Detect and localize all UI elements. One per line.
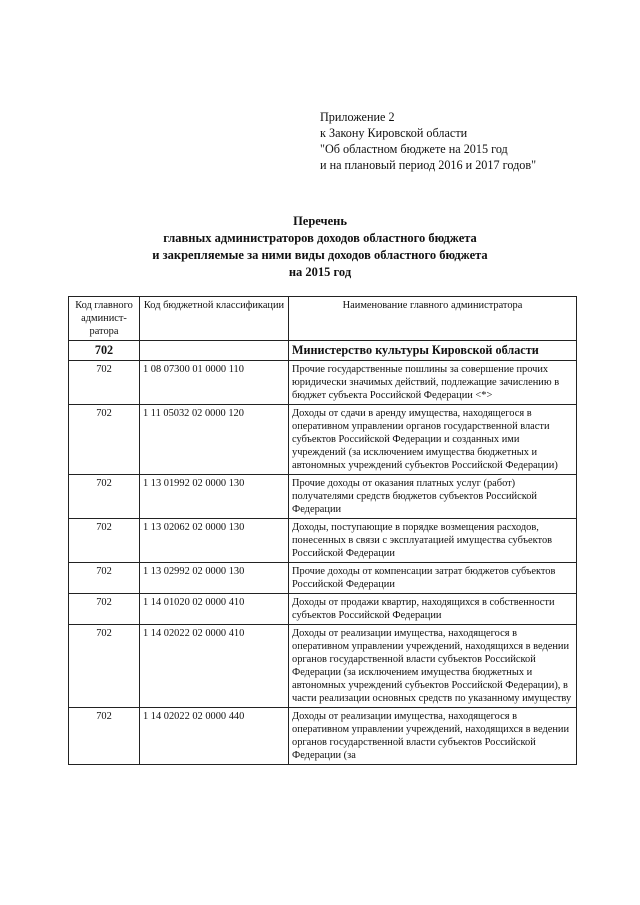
header-name: Наименование главного администратора: [289, 297, 577, 341]
table-row: [69, 563, 577, 594]
table-header-row: [69, 297, 577, 341]
appendix-line: Приложение 2: [320, 110, 395, 124]
ministry-row: [69, 341, 577, 361]
budget-code-cell: 1 14 02022 02 0000 410: [140, 625, 289, 708]
table-row: [69, 405, 577, 475]
title-line: и закрепляемые за ними виды доходов областного бюджета: [152, 248, 488, 262]
table-row: [69, 519, 577, 563]
header-budget-code: Код бюджетной классификации: [140, 297, 289, 341]
table-row: [69, 475, 577, 519]
appendix-line: к Закону Кировской области: [320, 126, 468, 140]
ministry-empty-cell: [140, 341, 289, 361]
table-row: [69, 708, 577, 765]
ministry-name: Министерство культуры Кировской области: [289, 341, 577, 361]
budget-code-cell: 1 08 07300 01 0000 110: [140, 361, 289, 405]
admin-code-cell: 702: [69, 405, 140, 475]
income-name-cell: Прочие государственные пошлины за совершение прочих юридически значимых действий, подлежащие зачислению в бюджет субъекта Российской Федерации <*>: [289, 361, 577, 405]
budget-code-cell: 1 13 02992 02 0000 130: [140, 563, 289, 594]
appendix-line: и на плановый период 2016 и 2017 годов": [320, 158, 537, 172]
appendix-line: "Об областном бюджете на 2015 год: [320, 142, 508, 156]
budget-code-cell: 1 14 01020 02 0000 410: [140, 594, 289, 625]
admin-code-cell: 702: [69, 361, 140, 405]
income-name-cell: Доходы от сдачи в аренду имущества, находящегося в оперативном управлении органов государственной власти субъектов Российской Федерации и созданных ими учреждений (за исключением имущества бюджетных и автономных учреждений субъектов Российской Федерации): [289, 405, 577, 475]
title-line: главных администраторов доходов областного бюджета: [163, 231, 477, 245]
ministry-code: 702: [69, 341, 140, 361]
income-name-cell: Прочие доходы от компенсации затрат бюджетов субъектов Российской Федерации: [289, 563, 577, 594]
income-name-cell: Доходы от реализации имущества, находящегося в оперативном управлении учреждений, находящихся в ведении органов государственной власти субъектов Российской Федерации (за: [289, 708, 577, 765]
budget-code-cell: 1 11 05032 02 0000 120: [140, 405, 289, 475]
admin-code-cell: 702: [69, 563, 140, 594]
table-row: [69, 625, 577, 708]
budget-code-cell: 1 13 02062 02 0000 130: [140, 519, 289, 563]
admin-code-cell: 702: [69, 625, 140, 708]
budget-code-cell: 1 14 02022 02 0000 440: [140, 708, 289, 765]
income-name-cell: Доходы от реализации имущества, находящегося в оперативном управлении учреждений, находящихся в ведении органов государственной власти субъектов Российской Федерации (за исключением имущества бюджетных и автономных учреждений субъектов Российской Федерации), в части реализации основных средств по указанному имуществу: [289, 625, 577, 708]
admin-code-cell: 702: [69, 519, 140, 563]
table-row: [69, 361, 577, 405]
administrators-table: [68, 296, 577, 765]
table-row: [69, 594, 577, 625]
document-title: [60, 213, 580, 281]
title-line: на 2015 год: [288, 265, 352, 279]
appendix-header: [320, 109, 620, 173]
header-admin-code: Код главного админист-ратора: [69, 297, 140, 341]
admin-code-cell: 702: [69, 594, 140, 625]
budget-code-cell: 1 13 01992 02 0000 130: [140, 475, 289, 519]
income-name-cell: Доходы, поступающие в порядке возмещения расходов, понесенных в связи с эксплуатацией имущества субъектов Российской Федерации: [289, 519, 577, 563]
title-line: Перечень: [293, 214, 347, 228]
income-name-cell: Прочие доходы от оказания платных услуг (работ) получателями средств бюджетов субъектов Российской Федерации: [289, 475, 577, 519]
admin-code-cell: 702: [69, 708, 140, 765]
admin-code-cell: 702: [69, 475, 140, 519]
income-name-cell: Доходы от продажи квартир, находящихся в собственности субъектов Российской Федерации: [289, 594, 577, 625]
